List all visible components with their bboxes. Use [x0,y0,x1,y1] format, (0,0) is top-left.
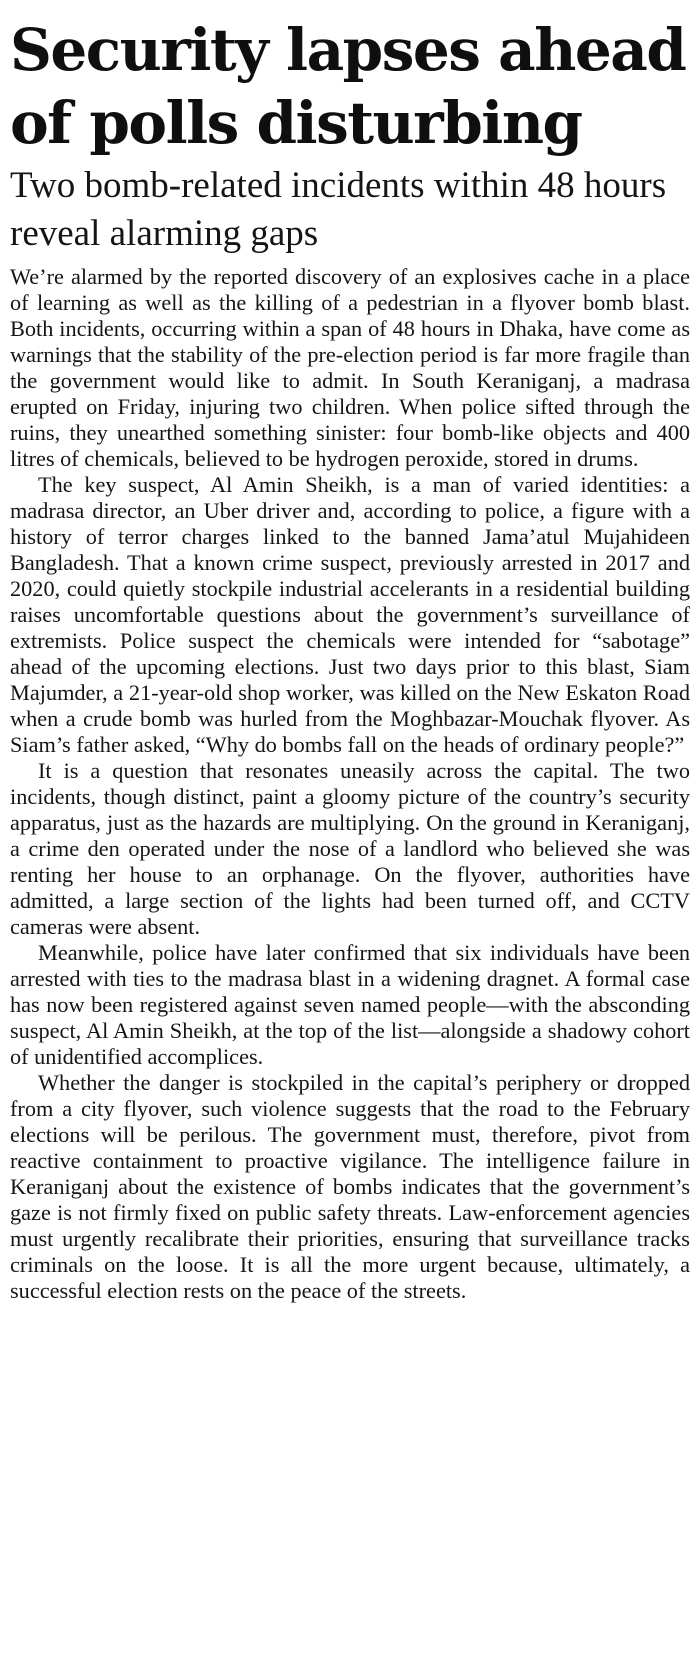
paragraph-5: Whether the danger is stockpiled in the capital’s periphery or dropped from a city flyover, such violence suggests that the road to the February elections will be perilous. The government must, therefore, pivot from reactive containment to proactive vigilance. The intelligence failure in Keraniganj about the existence of bombs indicates that the government’s gaze is not firmly fixed on public safety threats. Law-enforcement agencies must urgently recalibrate their priorities, ensuring that surveillance tracks criminals on the loose. It is all the more urgent because, ultimately, a successful election rests on the peace of the streets. [10,1070,690,1303]
paragraph-3: It is a question that resonates uneasily across the capital. The two incidents, though distinct, paint a gloomy picture of the country’s security apparatus, just as the hazards are multiplying. On the ground in Keraniganj, a crime den operated under the nose of a landlord who believed she was renting her house to an orphanage. On the flyover, authorities have admitted, a large section of the lights had been turned off, and CCTV cameras were absent. [10,758,690,939]
headline: Security lapses ahead of polls disturbing [10,16,686,157]
paragraph-4: Meanwhile, police have later confirmed that six individuals have been arrested with ties to the madrasa blast in a widening dragnet. A formal case has now been registered against seven named people—with the absconding suspect, Al Amin Sheikh, at the top of the list—alongside a shadowy cohort of unidentified accomplices. [10,940,690,1069]
subheadline: Two bomb-related incidents within 48 hours reveal alarming gaps [10,165,667,254]
paragraph-1: We’re alarmed by the reported discovery of an explosives cache in a place of learning as well as the killing of a pedestrian in a flyover bomb blast. Both incidents, occurring within a span of 48 hours in Dhaka, have come as warnings that the stability of the pre-election period is far more fragile than the government would like to admit. In South Keraniganj, a madrasa erupted on Friday, injuring two children. When police sifted through the ruins, they unearthed something sinister: four bomb-like objects and 400 litres of chemicals, believed to be hydrogen peroxide, stored in drums. [10,264,690,471]
article-body [10,264,690,1304]
editorial-article [10,14,690,1304]
paragraph-2: The key suspect, Al Amin Sheikh, is a man of varied identities: a madrasa director, an Uber driver and, according to police, a figure with a history of terror charges linked to the banned Jama’atul Mujahideen Bangladesh. That a known crime suspect, previously arrested in 2017 and 2020, could quietly stockpile industrial accelerants in a residential building raises uncomfortable questions about the government’s surveillance of extremists. Police suspect the chemicals were intended for “sabotage” ahead of the upcoming elections. Just two days prior to this blast, Siam Majumder, a 21-year-old shop worker, was killed on the New Eskaton Road when a crude bomb was hurled from the Moghbazar-Mouchak flyover. As Siam’s father asked, “Why do bombs fall on the heads of ordinary people?” [10,472,690,757]
